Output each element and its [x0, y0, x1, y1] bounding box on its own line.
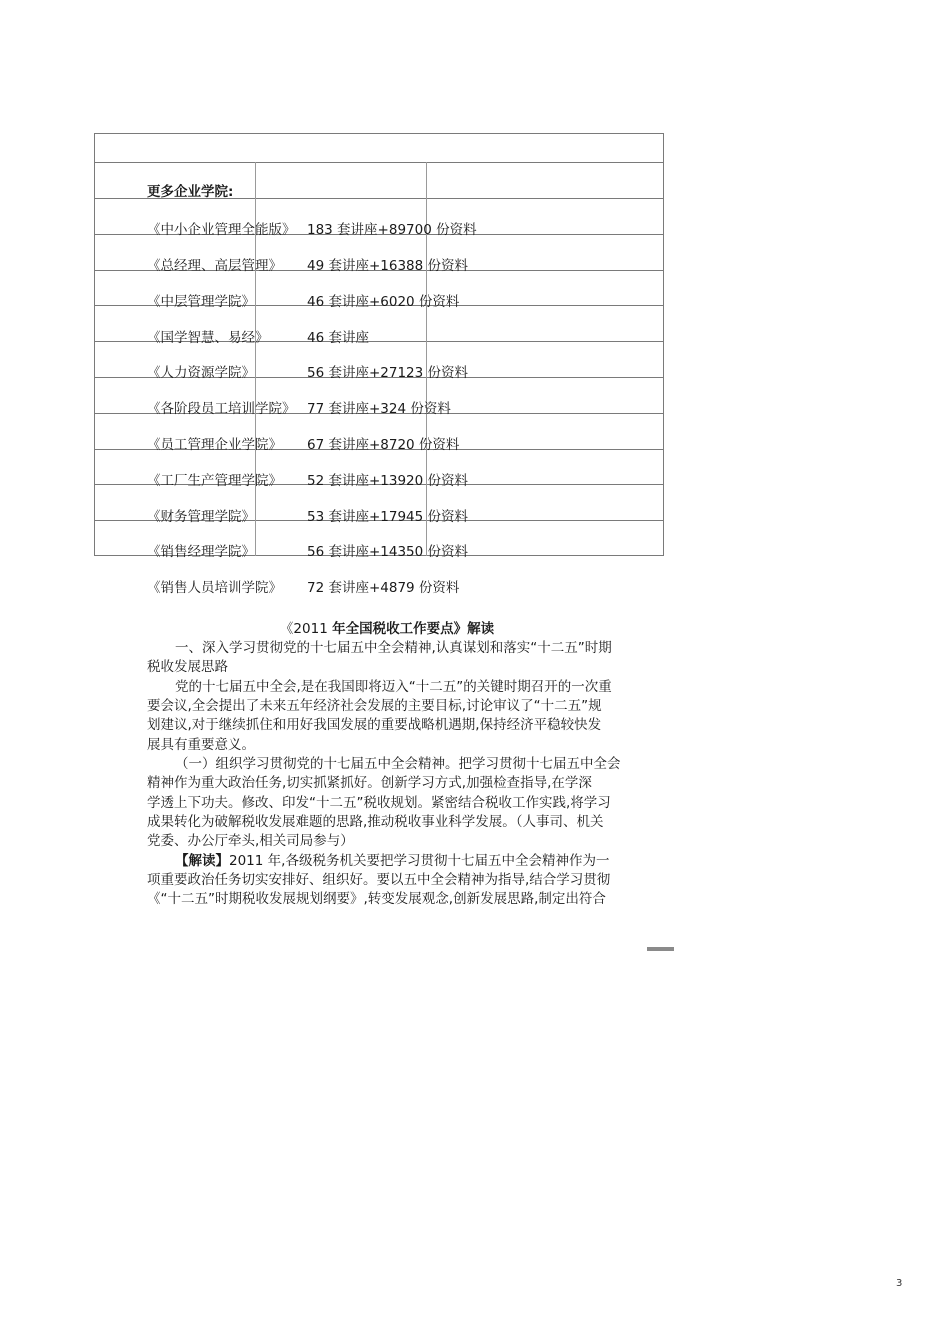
academy-name: 《员工管理企业学院》 [147, 437, 282, 453]
academy-desc: 67 套讲座+8720 份资料 [307, 437, 460, 453]
page-break-marker [647, 947, 674, 951]
academy-desc: 56 套讲座+14350 份资料 [307, 544, 469, 560]
academy-name: 《总经理、高层管理》 [147, 258, 282, 274]
article-line: 税收发展思路 [147, 659, 228, 675]
article-line: 要会议,全会提出了未来五年经济社会发展的主要目标,讨论审议了“十二五”规 [147, 698, 602, 714]
academy-desc: 77 套讲座+324 份资料 [307, 401, 451, 417]
article-line: 成果转化为破解税收发展难题的思路,推动税收事业科学发展。（人事司、机关 [147, 814, 604, 830]
academy-desc: 56 套讲座+27123 份资料 [307, 365, 469, 381]
article-line: 一、深入学习贯彻党的十七届五中全会精神,认真谋划和落实“十二五”时期 [175, 640, 612, 656]
article-title-main: 年全国税收工作要点 [332, 621, 454, 637]
academy-desc: 46 套讲座+6020 份资料 [307, 294, 460, 310]
article-line: 展具有重要意义。 [147, 737, 255, 753]
article-line: 项重要政治任务切实安排好、组织好。要以五中全会精神为指导,结合学习贯彻 [147, 872, 611, 888]
article-title [147, 620, 627, 639]
interpretation-label: 【解读】 [175, 853, 229, 869]
article-line: 党委、办公厅牵头,相关司局参与） [147, 833, 354, 849]
article-line [175, 852, 609, 871]
article-line: 划建议,对于继续抓住和用好我国发展的重要战略机遇期,保持经济平稳较快发 [147, 717, 602, 733]
article-line: 《“十二五”时期税收发展规划纲要》,转变发展观念,创新发展思路,制定出符合 [147, 891, 606, 907]
article-title-suffix: 》解读 [453, 621, 495, 637]
academy-name: 《销售经理学院》 [147, 544, 255, 560]
academy-desc: 72 套讲座+4879 份资料 [307, 580, 460, 596]
academy-name: 《工厂生产管理学院》 [147, 473, 282, 489]
academy-desc: 52 套讲座+13920 份资料 [307, 473, 469, 489]
article-line: （一）组织学习贯彻党的十七届五中全会精神。把学习贯彻十七届五中全会 [175, 756, 621, 772]
academy-desc: 53 套讲座+17945 份资料 [307, 509, 469, 525]
academy-name: 《销售人员培训学院》 [147, 580, 282, 596]
academy-name: 《各阶段员工培训学院》 [147, 401, 296, 417]
article-line: 精神作为重大政治任务,切实抓紧抓好。创新学习方式,加强检查指导,在学深 [147, 775, 592, 791]
article-title-prefix: 《2011 [279, 621, 333, 637]
article-line: 学透上下功夫。修改、印发“十二五”税收规划。紧密结合税收工作实践,将学习 [147, 795, 611, 811]
academy-desc: 49 套讲座+16388 份资料 [307, 258, 469, 274]
academy-desc: 46 套讲座 [307, 330, 369, 346]
table-rule [94, 162, 664, 163]
academy-list-title: 更多企业学院: [147, 184, 234, 200]
academy-name: 《中层管理学院》 [147, 294, 255, 310]
academy-name: 《国学智慧、易经》 [147, 330, 269, 346]
academy-name: 《人力资源学院》 [147, 365, 255, 381]
academy-desc: 183 套讲座+89700 份资料 [307, 222, 477, 238]
academy-name: 《财务管理学院》 [147, 509, 255, 525]
interpretation-text: 2011 年,各级税务机关要把学习贯彻十七届五中全会精神作为一 [229, 853, 610, 869]
article-line: 党的十七届五中全会,是在我国即将迈入“十二五”的关键时期召开的一次重 [175, 679, 612, 695]
page-number: 3 [896, 1278, 903, 1289]
academy-name: 《中小企业管理全能版》 [147, 222, 296, 238]
